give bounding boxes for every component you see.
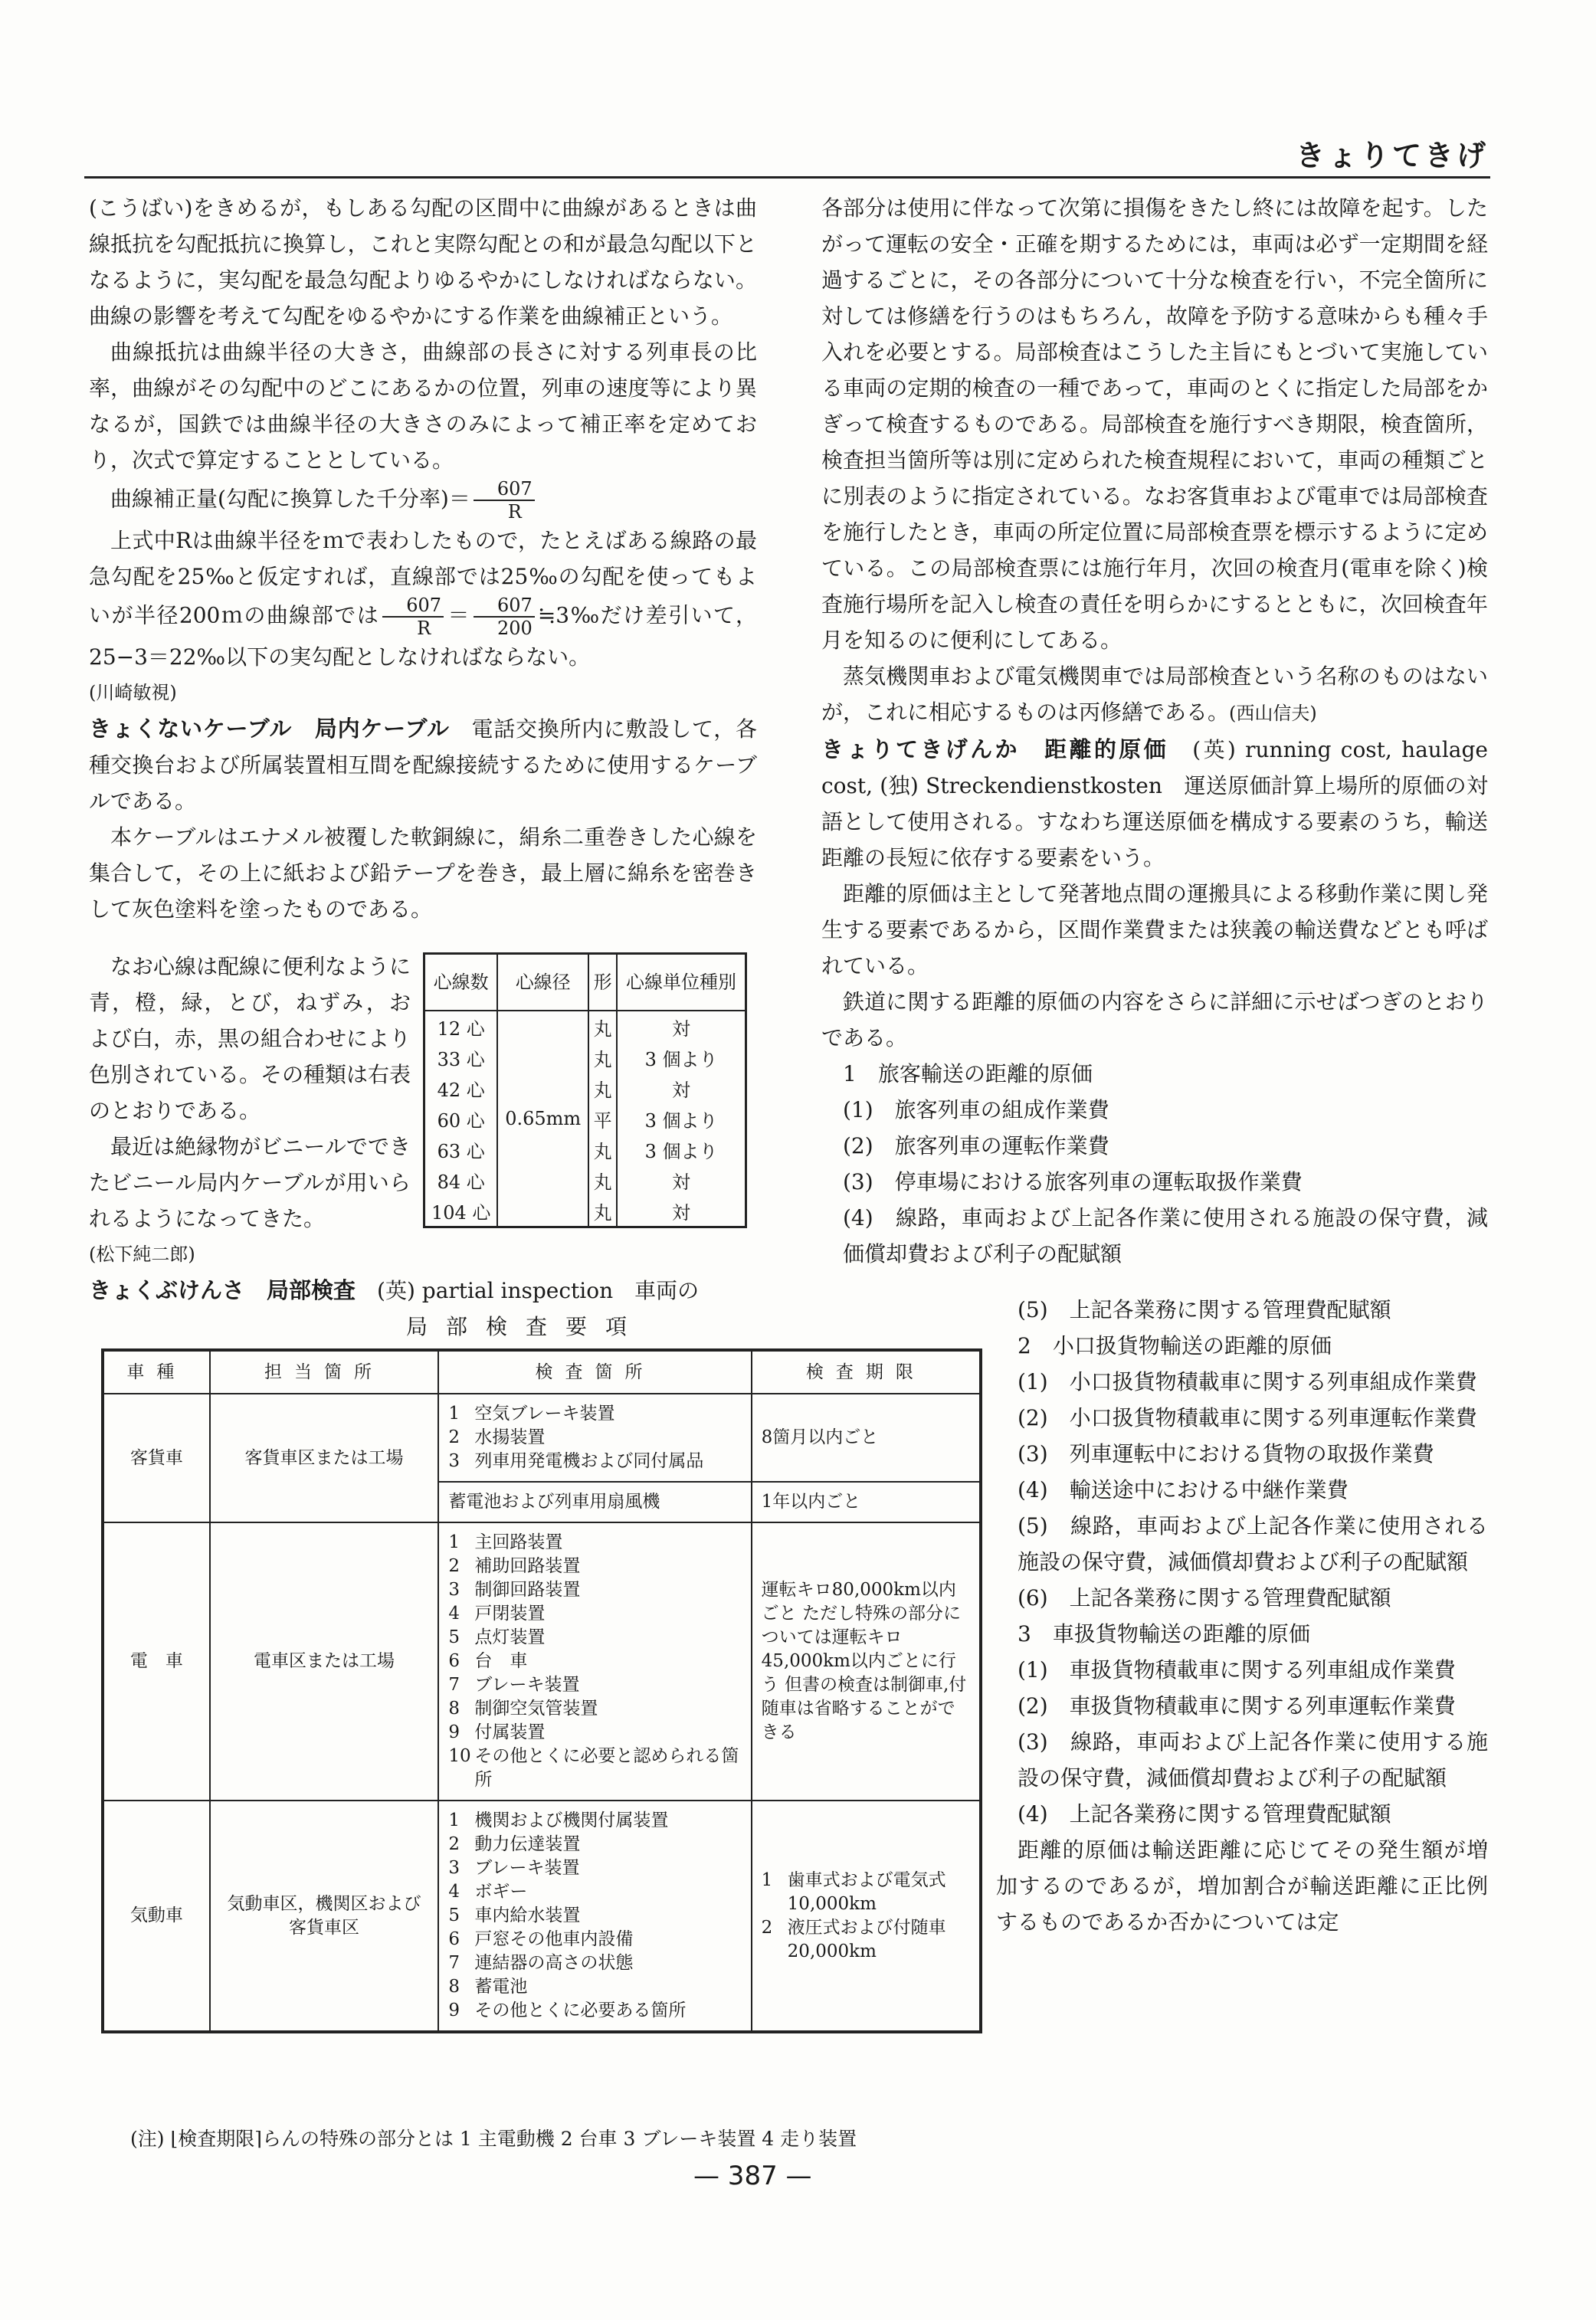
vehicle-type: 客貨車 — [103, 1394, 210, 1522]
table-note: (注) ⌊検査期限⌉らんの特殊の部分とは 1 主電動機 2 台車 3 ブレーキ装置 4 走り装置 — [130, 2128, 857, 2150]
list-item: (5) 上記各業務に関する管理費配賦額 — [1018, 1297, 1391, 1322]
table-header: 心線数 — [424, 954, 498, 1011]
paragraph: 曲線抵抗は曲線半径の大きさ，曲線部の長さに対する列車長の比率，曲線がその勾配中のどこにあるかの位置，列車の速度等により異なるが，国鉄では曲線半径の大きさのみによって補正率を定めており，次式で算定することとしている。 — [89, 339, 757, 473]
vehicle-type: 気動車 — [103, 1801, 210, 2032]
paragraph: 距離的原価は輸送距離に応じてその発生額が増加するのであるが，増加割合が輸送距離に正比例するものであるか否かについては定 — [996, 1837, 1488, 1935]
table-header: 車種 — [103, 1350, 210, 1394]
paragraph: 本ケーブルはエナメル被覆した軟銅線に，絹糸二重巻きした心線を集合して，その上に紙および鉛テープを巻き，最上層に綿糸を密巻きして灰色塗料を塗ったものである。 — [89, 824, 757, 922]
inspection-items: 1 機関および機関付属装置 2 動力伝達装置 3 ブレーキ装置 4 ボギー 5 車内給水装置 6 戸窓その他車内設備 7 連結器の高さの状態 8 蓄電池 9 その他とくに必要ある箇所 — [438, 1801, 751, 2032]
list-item: 1 旅客輸送の距離的原価 — [843, 1061, 1093, 1086]
left-column-bottom — [89, 1237, 763, 1309]
list-item: (2) 車扱貨物積載車に関する列車運転作業費 — [1018, 1693, 1456, 1719]
right-column — [821, 190, 1488, 1272]
list-item: (1) 旅客列車の組成作業費 — [843, 1097, 1109, 1122]
inspection-items: 1 主回路装置 2 補助回路装置 3 制御回路装置 4 戸閉装置 5 点灯装置 6 台 車 7 ブレーキ装置 8 制御空気管装置 9 付属装置 10 その他とくに必要と認められる箇所 — [438, 1522, 751, 1801]
table-row: 63 心 丸 3 個より — [424, 1134, 746, 1165]
entry-kyokubu: きょくぶけんさ 局部検査 (英) partial inspection 車両の — [89, 1277, 700, 1303]
page-number: — 387 — — [693, 2161, 812, 2191]
table-row: 42 心 丸 対 — [424, 1073, 746, 1103]
table-row — [103, 1522, 981, 1801]
inspection-period: 運転キロ80,000km以内ごと ただし特殊の部分については運転キロ45,000km以内ごとに行う 但書の検査は制御車,付随車は省略することができる — [752, 1522, 981, 1801]
table-row: 33 心 丸 3 個より — [424, 1042, 746, 1073]
paragraph: 最近は絶縁物がビニールでできたビニール局内ケーブルが用いられるようになってきた。 — [89, 1134, 411, 1231]
fraction: $\frac{607}{200}$ — [474, 595, 535, 639]
list-item: (4) 上記各業務に関する管理費配賦額 — [1018, 1801, 1391, 1827]
inspection-table — [101, 1348, 982, 2033]
entry-kyoriteki: きょりてきげんか 距離的原価 (英) running cost, haulage cost, (独) Streckendienstkosten 運送原価計算上場所的原価の対語として使用される。すなわち運送原価を構成する要素のうち，輸送距離の長短に依存する要素をいう。 — [821, 736, 1488, 870]
paragraph: 上式中Rは曲線半径をｍで表わしたもので，たとえばある線路の最急勾配を25‰と仮定すれば，直線部では25‰の勾配を使ってもよいが半径200ｍの曲線部では $\frac{607}{R}$ ＝ $\frac{607}{200}$ ≒3‰だけ差引いて，25−3＝22‰以下の実勾配としなければならない。 — [89, 528, 757, 670]
vehicle-type: 電 車 — [103, 1522, 210, 1801]
list-item: (3) 線路，車両および上記各作業に使用する施設の保守費，減価償却費および利子の配賦額 — [1018, 1729, 1488, 1791]
fraction: $\frac{607}{R}$ — [382, 595, 444, 639]
table-title: 局部検査要項 — [406, 1314, 646, 1339]
location: 客貨車区または工場 — [210, 1394, 439, 1522]
table-row: 84 心 丸 対 — [424, 1165, 746, 1195]
entry-headword: きょりてきげんか 距離的原価 — [821, 736, 1168, 762]
list-item: (6) 上記各業務に関する管理費配賦額 — [1018, 1585, 1391, 1611]
table-row — [103, 1801, 981, 2032]
entry-headword: きょくぶけんさ 局部検査 — [89, 1277, 356, 1303]
paragraph: 距離的原価は主として発著地点間の運搬具による移動作業に関し発生する要素であるから，区間作業費または狭義の輸送費などとも呼ばれている。 — [821, 881, 1488, 978]
list-item: 2 小口扱貨物輸送の距離的原価 — [1018, 1333, 1332, 1358]
formula-line: 曲線補正量(勾配に換算した千分率)＝ $\frac{607}{R}$ — [89, 478, 757, 523]
paragraph: (こうばい)をきめるが，もしある勾配の区間中に曲線があるときは曲線抵抗を勾配抵抗に換算し，これと実際勾配との和が最急勾配以下となるように，実勾配を最急勾配よりゆるやかにしなければならない。曲線の影響を考えて勾配をゆるやかにする作業を曲線補正という。 — [89, 195, 757, 329]
table-header: 心線単位種別 — [617, 954, 746, 1011]
paragraph: 蒸気機関車および電気機関車では局部検査という名称のものはないが，これに相応するものは丙修繕である。(西山信夫) — [821, 664, 1488, 725]
list-item: (2) 旅客列車の運転作業費 — [843, 1133, 1109, 1158]
paragraph: 各部分は使用に伴なって次第に損傷をきたし終には故障を起す。したがって運転の安全・正確を期するためには，車両は必ず一定期間を経過するごとに，その各部分について十分な検査を行い，不完全箇所に対しては修繕を行うのはもちろん，故障を予防する意味からも種々手入れを必要とする。局部検査はこうした主旨にもとづいて実施している車両の定期的検査の一種であって，車両のとくに指定した局部をかぎって検査するものである。局部検査を施行すべき期限，検査箇所，検査担当箇所等は別に定められた検査規程において，車両の種類ごとに別表のように指定されている。なお客貨車および電車では局部検査を施行したとき，車両の所定位置に局部検査票を標示するように定めている。この局部検査票には施行年月，次回の検査月(電車を除く)検査施行場所を記入し検査の責任を明らかにするとともに，次回検査年月を知るのに便利にしてある。 — [821, 195, 1488, 653]
inspection-items: 蓄電池および列車用扇風機 — [438, 1482, 751, 1522]
cable-table — [423, 952, 747, 1228]
table-row: 12 心 0.65mm 丸 対 — [424, 1011, 746, 1042]
table-row: 60 心 平 3 個より — [424, 1103, 746, 1134]
entry-kyokunai: きょくないケーブル 局内ケーブル 電話交換所内に敷設して，各種交換台および所属装置相互間を配線接続するために使用するケーブルである。 — [89, 716, 757, 814]
entry-headword: きょくないケーブル 局内ケーブル — [89, 716, 450, 742]
list-item: (2) 小口扱貨物積載車に関する列車運転作業費 — [1018, 1405, 1477, 1430]
inspection-items: 1 空気ブレーキ装置 2 水揚装置 3 列車用発電機および同付属品 — [438, 1394, 751, 1482]
table-header: 心線径 — [497, 954, 588, 1011]
inspection-period: 8箇月以内ごと — [752, 1394, 981, 1482]
author-credit: (川崎敏視) — [89, 682, 177, 703]
table-header: 検査箇所 — [438, 1350, 751, 1394]
list-item: (1) 車扱貨物積載車に関する列車組成作業費 — [1018, 1657, 1456, 1683]
paragraph: 鉄道に関する距離的原価の内容をさらに詳細に示せばつぎのとおりである。 — [821, 989, 1488, 1050]
diameter-cell: 0.65mm — [497, 1011, 588, 1227]
left-column-top — [89, 190, 757, 927]
table-row — [103, 1394, 981, 1482]
table-header: 形 — [588, 954, 617, 1011]
paragraph: なお心線は配線に便利なように青，橙，緑，とび，ねずみ，および白，赤，黒の組合わせにより色別されている。その種類は右表のとおりである。 — [89, 954, 411, 1123]
table-row: 104 心 丸 対 — [424, 1195, 746, 1227]
table-header: 検査期限 — [752, 1350, 981, 1394]
list-item: (5) 線路，車両および上記各作業に使用される施設の保守費，減価償却費および利子の配賦額 — [1018, 1513, 1488, 1575]
inspection-period: 1年以内ごと — [752, 1482, 981, 1522]
list-item: (4) 線路，車両および上記各作業に使用される施設の保守費，減価償却費および利子の配賦額 — [843, 1205, 1488, 1266]
location: 気動車区，機関区および客貨車区 — [210, 1801, 439, 2032]
author-credit: (松下純二郎) — [89, 1244, 195, 1265]
list-item: (3) 停車場における旅客列車の運転取扱作業費 — [843, 1169, 1303, 1194]
fraction: $\frac{607}{R}$ — [474, 478, 535, 523]
running-head: きょりてきげ — [1295, 139, 1489, 172]
table-header: 担当箇所 — [210, 1350, 439, 1394]
left-column-narrow — [89, 949, 411, 1237]
list-item: (1) 小口扱貨物積載車に関する列車組成作業費 — [1018, 1369, 1477, 1394]
header-rule — [84, 176, 1490, 179]
inspection-period: 1 歯車式および電気式10,000km 2 液圧式および付随車20,000km — [752, 1801, 981, 2032]
list-item: (3) 列車運転中における貨物の取扱作業費 — [1018, 1441, 1434, 1466]
list-item: 3 車扱貨物輸送の距離的原価 — [1018, 1621, 1310, 1647]
right-column-lower — [996, 1292, 1488, 1940]
list-item: (4) 輸送途中における中継作業費 — [1018, 1477, 1349, 1502]
location: 電車区または工場 — [210, 1522, 439, 1801]
